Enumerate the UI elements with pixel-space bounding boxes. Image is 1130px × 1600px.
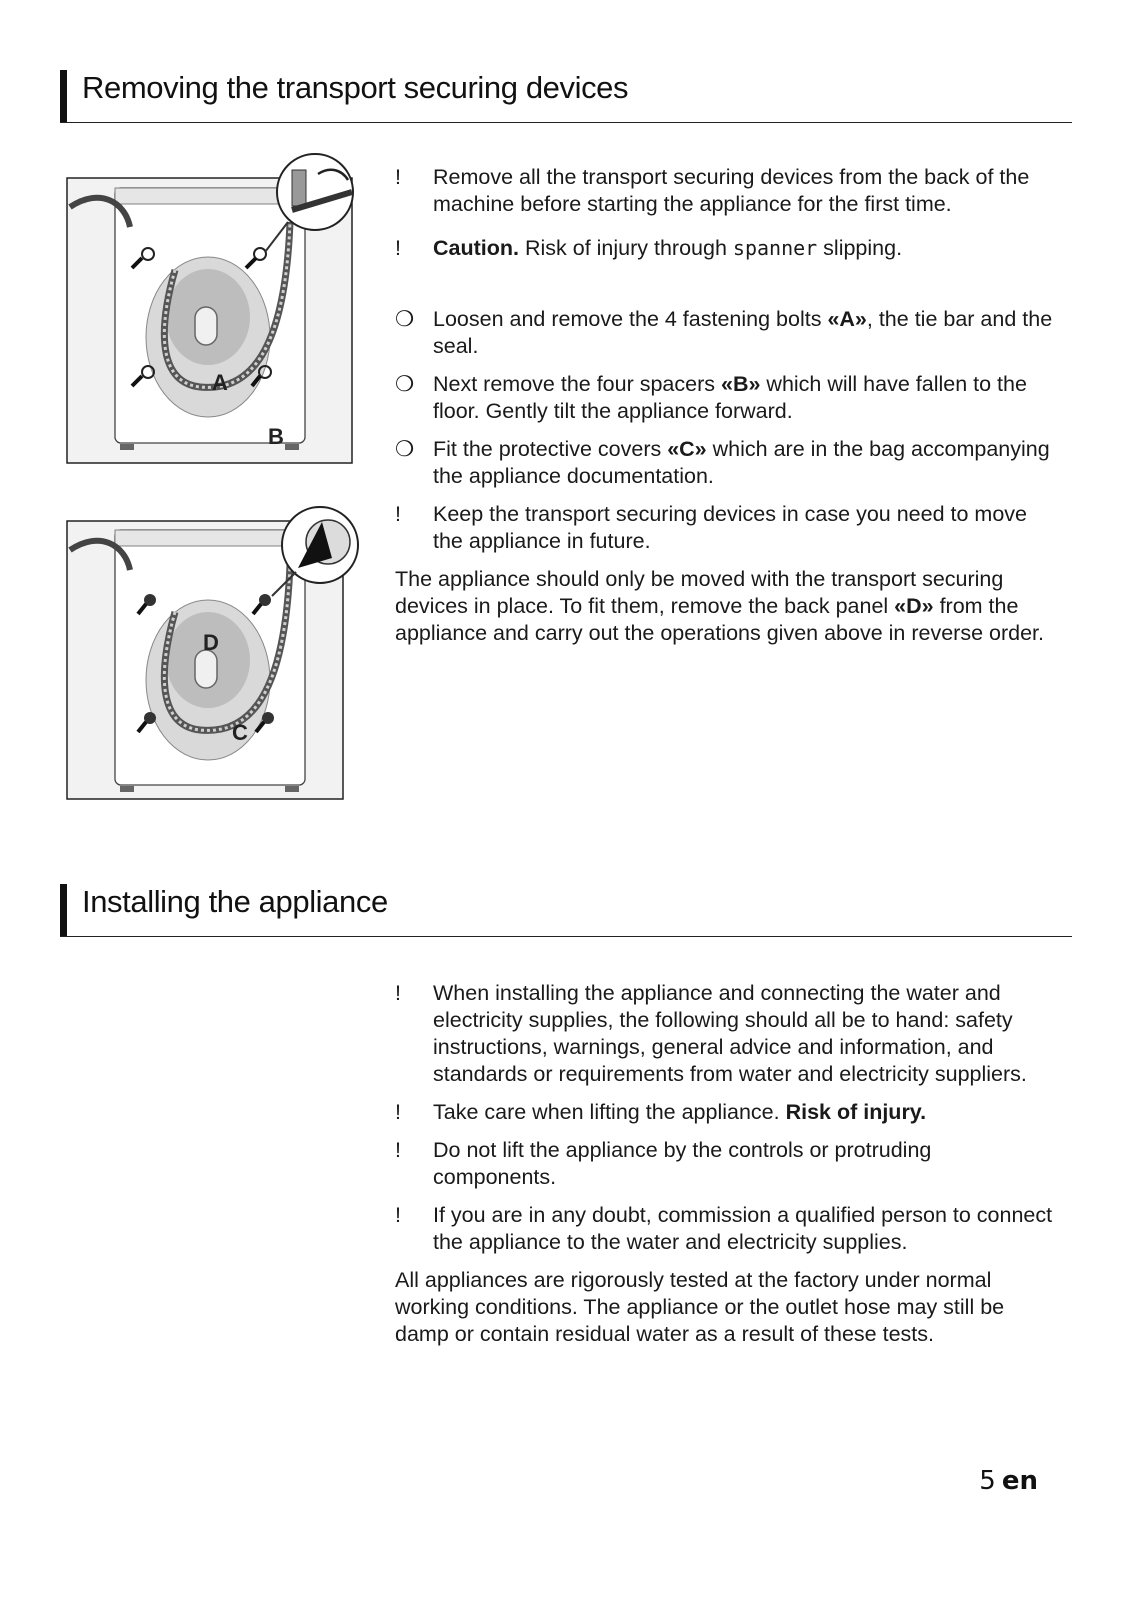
section-heading-transport	[60, 70, 1072, 123]
section-heading-installing	[60, 884, 1072, 937]
warning-mark: !	[395, 1100, 401, 1124]
list-item: ! Caution. Risk of injury through spanner slipping.	[395, 236, 903, 260]
list-item	[395, 164, 1055, 218]
language-code: en	[1001, 1466, 1038, 1496]
rear-panel-illustration-bolts	[60, 152, 365, 470]
step-mark: ❍	[395, 437, 415, 461]
warning-mark: !	[395, 981, 401, 1005]
transport-note: The appliance should only be moved with the transport securing devices in place. To fit them, remove the back panel «D» from the appliance and carry out the operations given above in reverse order.	[395, 567, 1044, 645]
list-item: ! If you are in any doubt, commission a qualified person to connect the appliance to the water and electricity supplies.	[395, 1203, 1053, 1254]
list-item: ❍ Fit the protective covers «C» which are in the bag accompanying the appliance documentation.	[395, 437, 1050, 488]
section-title: Installing the appliance	[82, 884, 388, 919]
list-item: ! Keep the transport securing devices in case you need to move the appliance in future.	[395, 502, 1027, 553]
warning-mark: !	[395, 236, 401, 260]
label-b: B	[268, 424, 284, 449]
caution-label: Caution.	[433, 236, 519, 260]
list-item: ❍ Loosen and remove the 4 fastening bolts «A», the tie bar and the seal.	[395, 307, 1053, 358]
list-item: ! When installing the appliance and connecting the water and electricity supplies, the following should all be to hand: safety instructions, warnings, general advice and information, and standards or requirements from water and electricity suppliers.	[395, 981, 1027, 1086]
warning-mark: !	[395, 165, 401, 189]
testing-note: All appliances are rigorously tested at the factory under normal working conditions. The appliance or the outlet hose may still be damp or contain residual water as a result of these tests.	[395, 1268, 1005, 1346]
label-d: D	[203, 630, 219, 655]
step-mark: ❍	[395, 372, 415, 396]
heading-bar	[60, 70, 67, 122]
section-title: Removing the transport securing devices	[82, 70, 629, 105]
label-c: C	[232, 720, 248, 745]
heading-bar	[60, 884, 67, 936]
page-number: 5 en	[979, 1466, 1038, 1496]
step-mark: ❍	[395, 307, 415, 331]
item-text: Remove all the transport securing devices from the back of the machine before starting the appliance for the first time.	[433, 165, 1030, 216]
spanner-word: spanner	[732, 236, 818, 260]
list-item: ! Take care when lifting the appliance. Risk of injury.	[395, 1100, 927, 1124]
warning-mark: !	[395, 1203, 401, 1227]
installing-instructions	[395, 980, 1055, 1348]
warning-mark: !	[395, 502, 401, 526]
transport-instructions	[395, 164, 1055, 647]
list-item: ! Do not lift the appliance by the controls or protruding components.	[395, 1138, 932, 1189]
label-a: A	[212, 370, 228, 395]
rear-panel-illustration-covers	[60, 500, 365, 805]
list-item: ❍ Next remove the four spacers «B» which will have fallen to the floor. Gently tilt the appliance forward.	[395, 372, 1027, 423]
warning-mark: !	[395, 1138, 401, 1162]
